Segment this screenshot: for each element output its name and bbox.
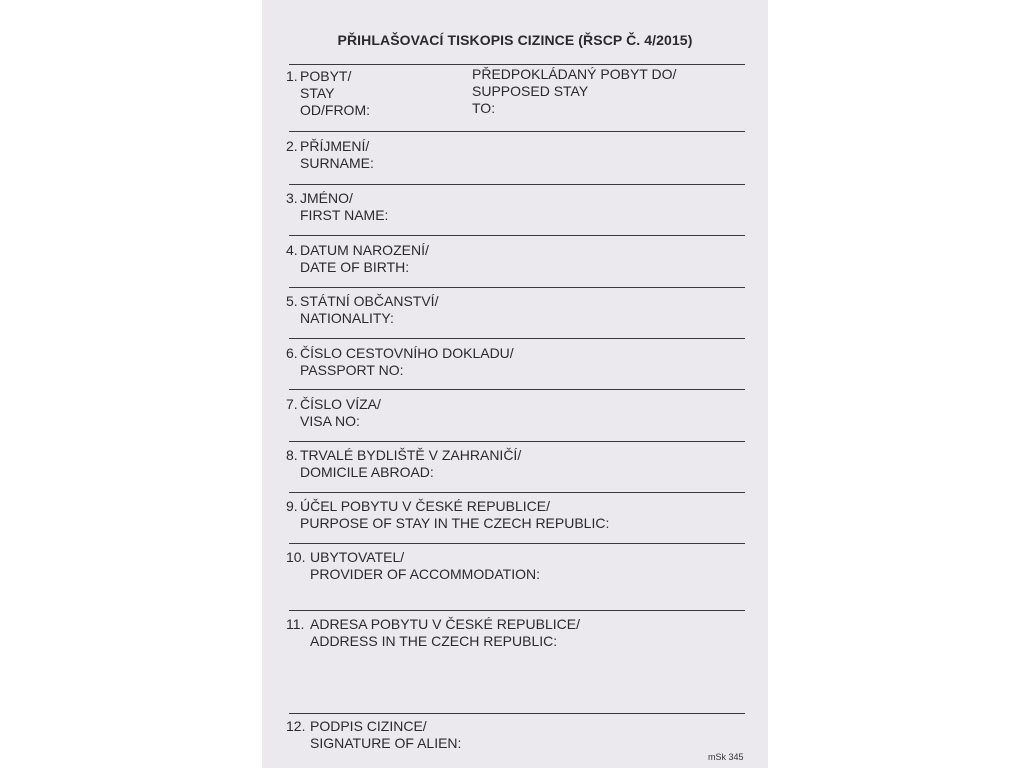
field-label-en: STAY <box>300 85 335 101</box>
field-number: 3. <box>286 190 298 206</box>
field-label-en: FIRST NAME: <box>300 207 389 223</box>
field-number: 4. <box>286 242 298 258</box>
divider-line <box>289 64 745 65</box>
field-date-of-birth <box>286 242 429 276</box>
passport-no-answer-line[interactable] <box>289 389 745 390</box>
visa-no-answer-line[interactable] <box>289 441 745 442</box>
field-label-en: SUPPOSED STAY <box>472 83 589 99</box>
stay-answer-line[interactable] <box>289 131 745 132</box>
field-stay-to <box>472 66 676 117</box>
field-number: 6. <box>286 345 298 361</box>
field-number: 12. <box>286 718 306 734</box>
date-of-birth-answer-line[interactable] <box>289 287 745 288</box>
field-number: 11. <box>286 616 305 632</box>
field-number: 9. <box>286 498 298 514</box>
field-purpose-of-stay <box>286 498 609 532</box>
field-label-en: SIGNATURE OF ALIEN: <box>310 735 462 751</box>
field-provider-of-accommodation <box>286 549 540 583</box>
form-title: PŘIHLAŠOVACÍ TISKOPIS CIZINCE (ŘSCP Č. 4/2015) <box>337 32 693 48</box>
field-address-in-czech-republic <box>286 616 580 650</box>
field-number: 1. <box>286 68 298 84</box>
field-label-cz: PODPIS CIZINCE/ <box>310 718 427 734</box>
field-label-cz: POBYT/ <box>300 68 352 84</box>
field-label-cz: ČÍSLO VÍZA/ <box>300 396 381 412</box>
field-label-cz: ČÍSLO CESTOVNÍHO DOKLADU/ <box>300 345 514 361</box>
field-label-cz: PŘEDPOKLÁDANÝ POBYT DO/ <box>472 66 677 82</box>
field-label-en: ADDRESS IN THE CZECH REPUBLIC: <box>310 633 558 649</box>
field-number: 2. <box>286 138 298 154</box>
provider-answer-line[interactable] <box>289 610 745 611</box>
nationality-answer-line[interactable] <box>289 338 745 339</box>
field-label-cz: ADRESA POBYTU V ČESKÉ REPUBLICE/ <box>310 616 580 632</box>
field-label-cz: JMÉNO/ <box>300 190 353 206</box>
field-label-from: OD/FROM: <box>300 102 370 118</box>
field-label-cz: UBYTOVATEL/ <box>310 549 405 565</box>
surname-answer-line[interactable] <box>289 184 745 185</box>
field-number: 5. <box>286 293 298 309</box>
field-label-en: VISA NO: <box>300 413 360 429</box>
field-label-cz: PŘÍJMENÍ/ <box>300 138 370 154</box>
field-label-en: PROVIDER OF ACCOMMODATION: <box>310 566 540 582</box>
field-stay-from <box>286 68 370 119</box>
first-name-answer-line[interactable] <box>289 235 745 236</box>
field-label-en: DOMICILE ABROAD: <box>300 464 434 480</box>
field-label-en: PASSPORT NO: <box>300 362 404 378</box>
field-label-en: PURPOSE OF STAY IN THE CZECH REPUBLIC: <box>300 515 610 531</box>
address-answer-line[interactable] <box>289 713 745 714</box>
purpose-of-stay-answer-line[interactable] <box>289 543 745 544</box>
field-label-to: TO: <box>472 100 496 116</box>
field-nationality <box>286 293 438 327</box>
field-label-en: SURNAME: <box>300 155 374 171</box>
field-number: 8. <box>286 447 298 463</box>
form-code: mSk 345 <box>708 752 744 762</box>
field-number: 10. <box>286 549 306 565</box>
field-label-en: NATIONALITY: <box>300 310 394 326</box>
field-label-cz: ÚČEL POBYTU V ČESKÉ REPUBLICE/ <box>300 498 550 514</box>
field-surname <box>286 138 374 172</box>
field-passport-no <box>286 345 514 379</box>
field-label-en: DATE OF BIRTH: <box>300 259 410 275</box>
domicile-abroad-answer-line[interactable] <box>289 492 745 493</box>
field-first-name <box>286 190 388 224</box>
registration-form-sheet <box>262 0 768 768</box>
field-number: 7. <box>286 396 298 412</box>
field-label-cz: TRVALÉ BYDLIŠTĚ V ZAHRANIČÍ/ <box>300 447 522 463</box>
field-domicile-abroad <box>286 447 521 481</box>
field-label-cz: DATUM NAROZENÍ/ <box>300 242 429 258</box>
field-visa-no <box>286 396 381 430</box>
field-signature-of-alien <box>286 718 461 752</box>
field-label-cz: STÁTNÍ OBČANSTVÍ/ <box>300 293 439 309</box>
